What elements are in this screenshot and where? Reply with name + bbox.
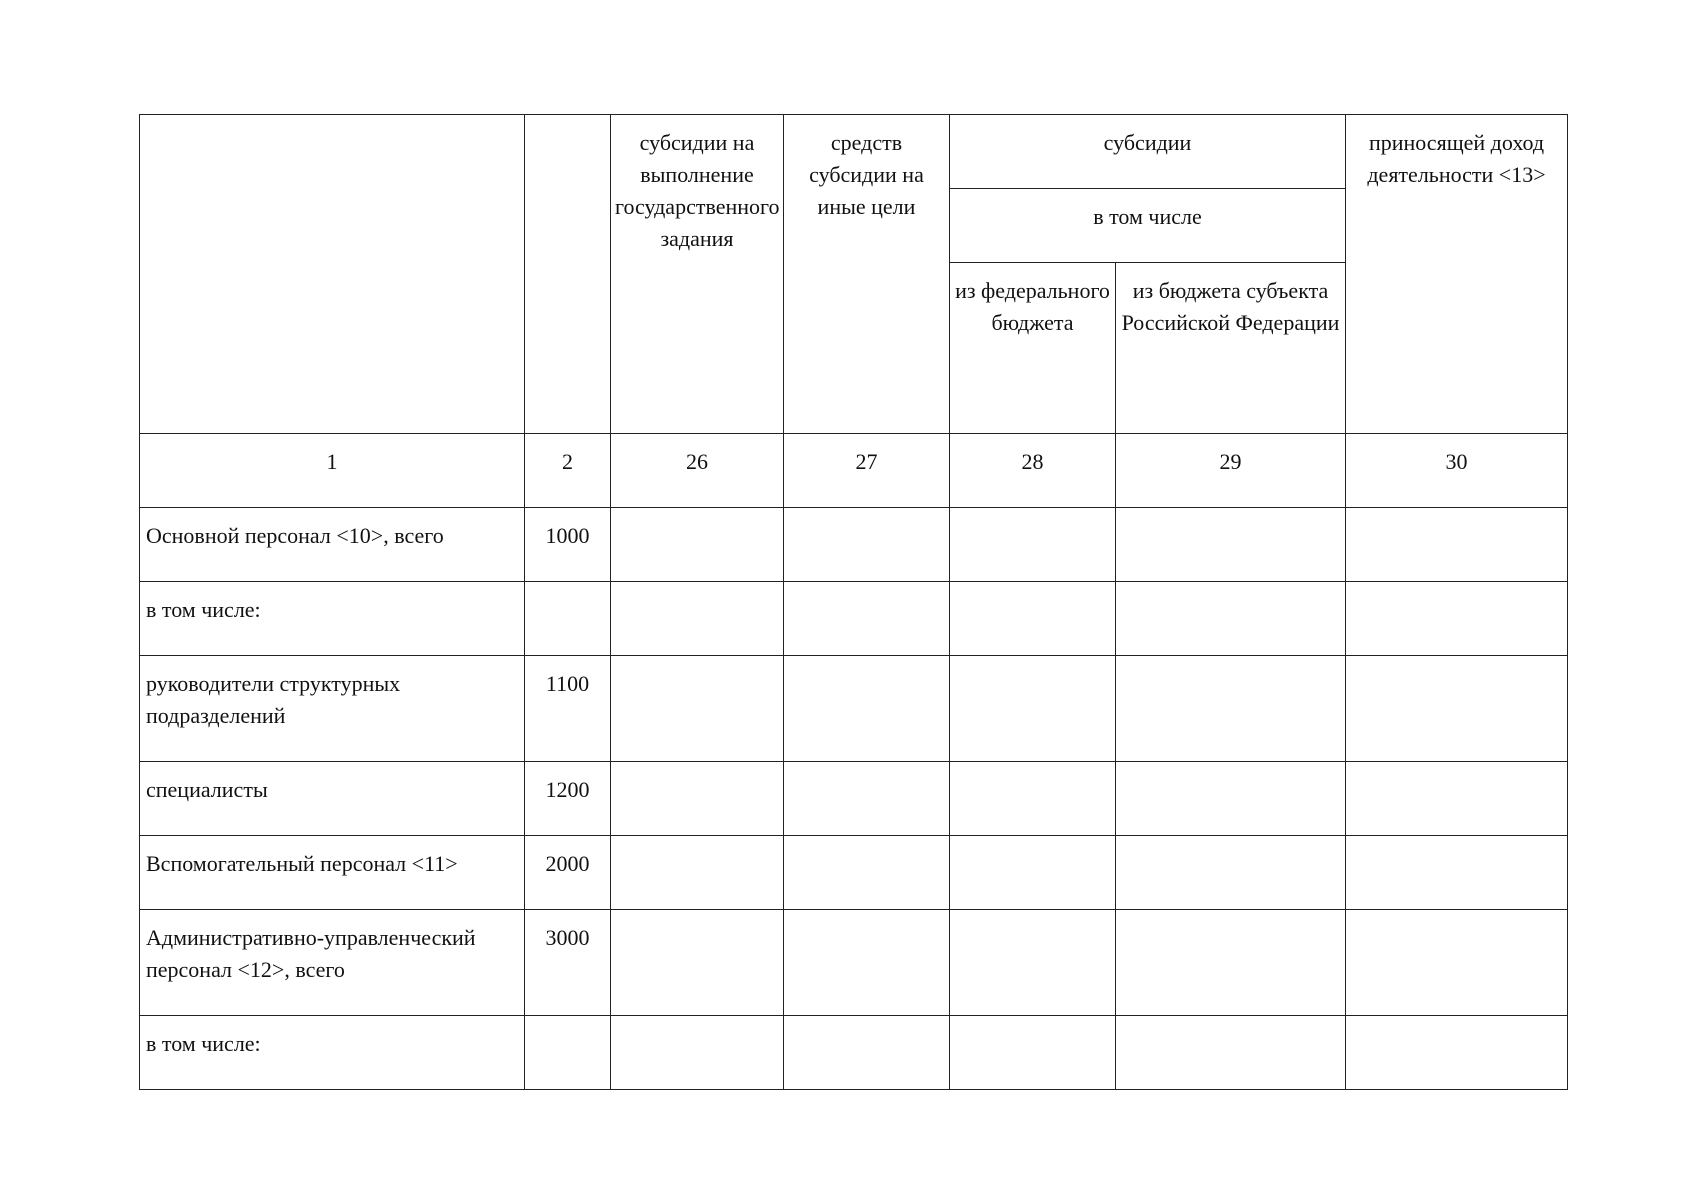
data-cell <box>611 1016 784 1090</box>
data-cell <box>950 656 1116 762</box>
table-row <box>140 656 1568 762</box>
table-row <box>140 1016 1568 1090</box>
column-number: 1 <box>140 434 525 508</box>
data-cell <box>1346 508 1568 582</box>
data-cell <box>1116 656 1346 762</box>
data-cell <box>784 656 950 762</box>
data-cell <box>1346 656 1568 762</box>
data-cell <box>1346 762 1568 836</box>
data-cell <box>950 762 1116 836</box>
data-cell <box>611 836 784 910</box>
data-cell <box>1116 836 1346 910</box>
row-code <box>525 1016 611 1090</box>
data-cell <box>1116 508 1346 582</box>
row-code <box>525 582 611 656</box>
data-cell <box>1116 1016 1346 1090</box>
data-cell <box>784 836 950 910</box>
table-row <box>140 910 1568 1016</box>
data-cell <box>1346 836 1568 910</box>
data-cell <box>611 762 784 836</box>
data-cell <box>1346 582 1568 656</box>
row-label: руководители структурных подразделений <box>140 656 525 762</box>
data-cell <box>950 508 1116 582</box>
header-col-1 <box>140 115 525 434</box>
row-code: 1200 <box>525 762 611 836</box>
column-number: 29 <box>1116 434 1346 508</box>
column-number: 28 <box>950 434 1116 508</box>
data-cell <box>784 508 950 582</box>
data-cell <box>611 656 784 762</box>
row-code: 3000 <box>525 910 611 1016</box>
header-col-26: субсидии на выполнение государственного задания <box>611 115 784 434</box>
row-label: Основной персонал <10>, всего <box>140 508 525 582</box>
data-cell <box>784 762 950 836</box>
data-cell <box>611 910 784 1016</box>
row-code: 2000 <box>525 836 611 910</box>
data-cell <box>950 910 1116 1016</box>
data-cell <box>950 836 1116 910</box>
column-number: 30 <box>1346 434 1568 508</box>
table-row <box>140 762 1568 836</box>
header-col-2 <box>525 115 611 434</box>
header-col-30: приносящей доход деятельности <13> <box>1346 115 1568 434</box>
column-number-row <box>140 434 1568 508</box>
row-label: Вспомогательный персонал <11> <box>140 836 525 910</box>
data-cell <box>611 582 784 656</box>
data-cell <box>784 1016 950 1090</box>
data-cell <box>611 508 784 582</box>
data-cell <box>1346 910 1568 1016</box>
data-cell <box>1116 910 1346 1016</box>
row-label: в том числе: <box>140 1016 525 1090</box>
column-number: 26 <box>611 434 784 508</box>
table-row <box>140 508 1568 582</box>
header-subsidies: субсидии <box>950 115 1346 189</box>
table-row <box>140 582 1568 656</box>
row-code: 1100 <box>525 656 611 762</box>
data-cell <box>1116 582 1346 656</box>
header-col-27: средств субсидии на иные цели <box>784 115 950 434</box>
data-cell <box>950 1016 1116 1090</box>
staff-table <box>139 114 1568 1090</box>
table-row <box>140 836 1568 910</box>
data-cell <box>1116 762 1346 836</box>
header-federal-budget: из федерального бюджета <box>950 263 1116 434</box>
row-label: специалисты <box>140 762 525 836</box>
row-label: Административно-управленческий персонал <12>, всего <box>140 910 525 1016</box>
data-cell <box>1346 1016 1568 1090</box>
header-including: в том числе <box>950 189 1346 263</box>
column-number: 27 <box>784 434 950 508</box>
data-cell <box>784 582 950 656</box>
header-regional-budget: из бюджета субъекта Российской Федерации <box>1116 263 1346 434</box>
row-label: в том числе: <box>140 582 525 656</box>
column-number: 2 <box>525 434 611 508</box>
row-code: 1000 <box>525 508 611 582</box>
data-cell <box>784 910 950 1016</box>
data-cell <box>950 582 1116 656</box>
